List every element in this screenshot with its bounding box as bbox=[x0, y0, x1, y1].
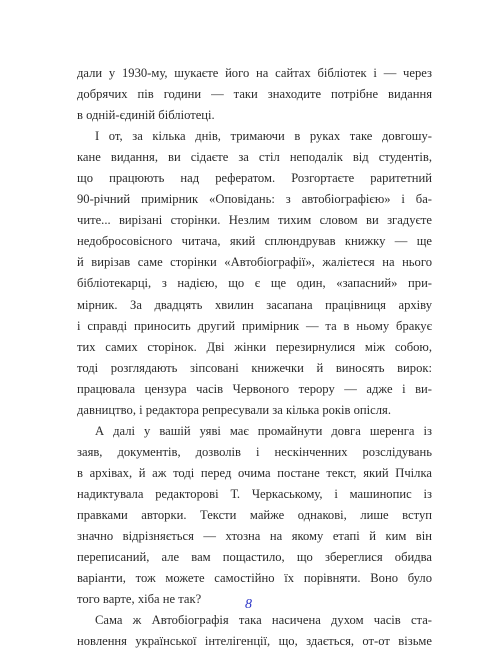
text-line: чите... вирізані сторінки. Незлим тихим словом ви згадуєте bbox=[77, 213, 432, 228]
text-line: в архівах, й аж тоді перед очима постане текст, який Пчілка bbox=[77, 465, 432, 480]
text-line: давництво, і редактора репресували за кілька років опісля. bbox=[77, 402, 391, 417]
text-line: що працюють над рефератом. Розгортаєте раритетний bbox=[77, 171, 432, 186]
text-line: в одній-єдиній бібліотеці. bbox=[77, 108, 215, 123]
text-line: І от, за кілька днів, тримаючи в руках таке довгошу- bbox=[95, 129, 432, 144]
text-line: бібліотекарці, з надією, що є ще один, «запасний» при- bbox=[77, 276, 432, 291]
text-line: й вирізав саме сторінки «Автобіографії», жалієтеся на нього bbox=[77, 255, 432, 270]
text-line: заяв, документів, дозволів і нескінченних розслідувань bbox=[77, 444, 432, 459]
text-line: дали у 1930-му, шукаєте його на сайтах бібліотек і — через bbox=[77, 66, 432, 80]
text-line: тих самих сторінок. Дві жінки перезирнулися між собою, bbox=[77, 339, 432, 354]
text-line: працювала цензура часів Червоного терору — адже і ви- bbox=[77, 381, 432, 396]
text-line: надиктувала редакторові Т. Черкаському, і машинопис із bbox=[77, 486, 432, 501]
page-number: 8 bbox=[245, 597, 252, 612]
text-line: і справді приносить другий примірник — та в ньому бракує bbox=[77, 318, 432, 333]
text-line: недобросовісного читача, який сплюндрував книжку — ще bbox=[77, 234, 432, 249]
text-line: того варте, хіба не так? bbox=[77, 592, 202, 607]
text-line: переписаний, але вам пощастило, що збереглися обидва bbox=[77, 550, 432, 565]
body-text bbox=[77, 63, 432, 652]
text-line: тоді розглядають зіпсовані книжечки й виносять вирок: bbox=[77, 360, 432, 375]
text-line: А далі у вашій уяві має промайнути довга шеренга із bbox=[95, 423, 432, 438]
text-line: 90-річний примірник «Оповідань: з автобіографією» і ба- bbox=[77, 192, 432, 207]
text-line: мірник. За двадцять хвилин засапана працівниця архіву bbox=[77, 297, 432, 312]
text-line: добрячих пів години — таки знаходите потрібне видання bbox=[77, 87, 432, 102]
text-line: варіанти, тож можете самостійно їх порівняти. Воно було bbox=[77, 571, 432, 586]
text-line: значно відрізняється — хтозна на якому етапі й ким він bbox=[77, 529, 432, 544]
text-line: новлення української інтелігенції, що, здається, от-от візьме bbox=[77, 634, 432, 649]
text-line: правками авторки. Тексти майже однакові, лише вступ bbox=[77, 507, 432, 522]
text-line: кане видання, ви сідаєте за стіл неподалік від студентів, bbox=[77, 150, 432, 165]
text-line: Сама ж Автобіографія така насичена духом часів ста- bbox=[95, 613, 432, 628]
